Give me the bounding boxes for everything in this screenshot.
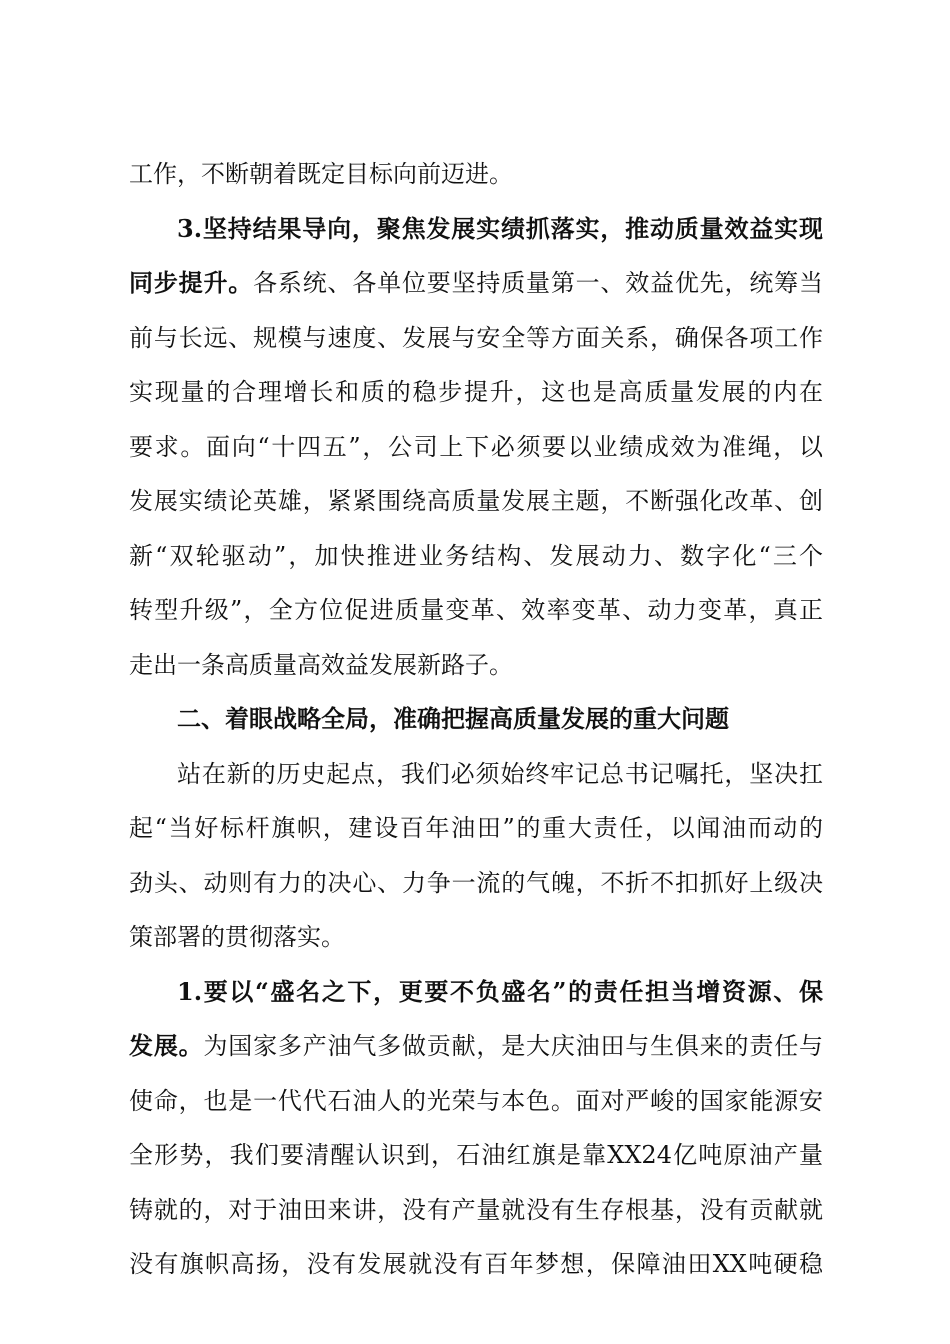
document-body — [129, 147, 823, 1292]
paragraph-line — [129, 474, 823, 529]
paragraph-line — [129, 1183, 823, 1238]
paragraph-line — [129, 856, 823, 911]
paragraph-line — [129, 1019, 823, 1074]
body-text: 各系统、各单位要坚持质量第一、效益优先，统筹当 — [253, 269, 823, 297]
body-text: 劲头、动则有力的决心、力争一流的气魄，不折不扣抓好上级决 — [129, 868, 823, 897]
section-heading-line — [129, 692, 823, 747]
body-text: 发展实绩论英雄，紧紧围绕高质量发展主题，不断强化改革、创 — [129, 487, 823, 515]
body-text: 走出一条高质量高效益发展新路子。 — [129, 650, 513, 679]
paragraph-line — [129, 910, 823, 965]
paragraph-line — [129, 147, 823, 202]
body-text: 前与长远、规模与速度、发展与安全等方面关系，确保各项工作 — [129, 323, 823, 352]
paragraph-line — [129, 256, 823, 311]
body-text: 策部署的贯彻落实。 — [129, 923, 345, 951]
body-text: 没有旗帜高扬，没有发展就没有百年梦想，保障油田XX吨硬稳 — [129, 1250, 823, 1278]
paragraph-line — [129, 801, 823, 856]
body-text: 工作，不断朝着既定目标向前迈进。 — [129, 160, 513, 188]
body-text: 使命，也是一代代石油人的光荣与本色。面对严峻的国家能源安 — [129, 1086, 823, 1115]
paragraph-line — [129, 365, 823, 420]
bold-lead-text: 同步提升。 — [129, 268, 254, 297]
body-text: 转型升级”，全方位促进质量变革、效率变革、动力变革，真正 — [129, 596, 823, 624]
body-text: 实现量的合理增长和质的稳步提升，这也是高质量发展的内在 — [129, 378, 823, 406]
paragraph-line — [129, 1237, 823, 1292]
paragraph-line — [129, 1074, 823, 1129]
paragraph-line — [129, 583, 823, 638]
body-text: 站在新的历史起点，我们必须始终牢记总书记嘱托，坚决扛 — [177, 759, 823, 788]
section-heading: 二、着眼战略全局，准确把握高质量发展的重大问题 — [177, 705, 729, 733]
bold-lead-text: 发展。 — [129, 1031, 204, 1060]
paragraph-line — [129, 529, 823, 584]
bold-lead-text: 1.要以“盛名之下，更要不负盛名”的责任担当增资源、保 — [177, 976, 823, 1006]
body-text: 新“双轮驱动”，加快推进业务结构、发展动力、数字化“三个 — [129, 541, 823, 570]
body-text: 全形势，我们要清醒认识到，石油红旗是靠XX24亿吨原油产量 — [129, 1141, 823, 1169]
paragraph-line — [129, 747, 823, 802]
body-text: 起“当好标杆旗帜，建设百年油田”的重大责任，以闻油而动的 — [129, 814, 823, 842]
body-text: 要求。面向“十四五”，公司上下必须要以业绩成效为准绳，以 — [129, 432, 823, 461]
paragraph-line — [129, 1128, 823, 1183]
paragraph-line — [129, 420, 823, 475]
paragraph-line — [129, 202, 823, 257]
body-text: 铸就的，对于油田来讲，没有产量就没有生存根基，没有贡献就 — [129, 1195, 823, 1224]
paragraph-line — [129, 965, 823, 1020]
bold-lead-text: 3.坚持结果导向，聚焦发展实绩抓落实，推动质量效益实现 — [177, 213, 823, 243]
paragraph-line — [129, 638, 823, 693]
paragraph-line — [129, 311, 823, 366]
body-text: 为国家多产油气多做贡献，是大庆油田与生俱来的责任与 — [203, 1032, 823, 1060]
